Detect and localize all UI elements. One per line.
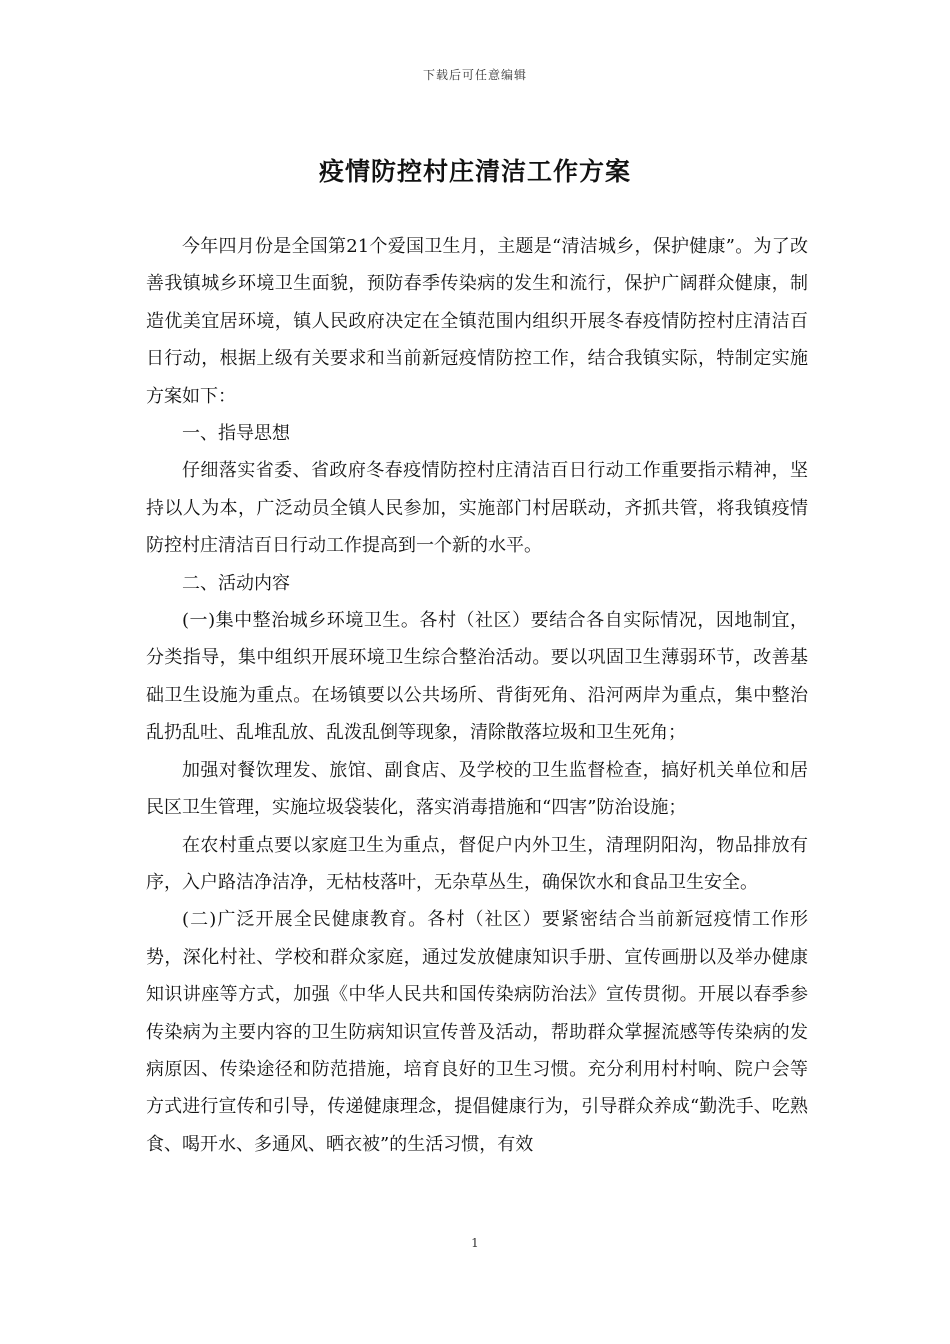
document-body [146,228,808,1163]
paragraph-rural-hygiene: 在农村重点要以家庭卫生为重点，督促户内外卫生，清理阴阳沟，物品排放有序，入户路洁净洁净，无枯枝落叶，无杂草丛生，确保饮水和食品卫生安全。 [146,834,808,893]
paragraph-supervision: 加强对餐饮理发、旅馆、副食店、及学校的卫生监督检查，搞好机关单位和居民区卫生管理，实施垃圾袋装化，落实消毒措施和“四害”防治设施； [146,759,808,819]
paragraph-intro: 今年四月份是全国第21个爱国卫生月，主题是“清洁城乡，保护健康”。为了改善我镇城乡环境卫生面貌，预防春季传染病的发生和流行，保护广阔群众健康，制造优美宜居环境，镇人民政府决定在全镇范围内组织开展冬春疫情防控村庄清洁百日行动，根据上级有关要求和当前新冠疫情防控工作，结合我镇实际，特制定实施方案如下： [146,236,808,407]
paragraph-environment-rectification: (一)集中整治城乡环境卫生。各村（社区）要结合各自实际情况，因地制宜，分类指导，集中组织开展环境卫生综合整治活动。要以巩固卫生薄弱环节，改善基础卫生设施为重点。在场镇要以公共场所、背街死角、沿河两岸为重点，集中整治乱扔乱吐、乱堆乱放、乱泼乱倒等现象，清除散落垃圾和卫生死角； [146,610,808,744]
header-note: 下载后可任意编辑 [422,68,527,82]
page-number: 1 [471,1236,479,1250]
paragraph-guiding-ideology: 仔细落实省委、省政府冬春疫情防控村庄清洁百日行动工作重要指示精神，坚持以人为本，广泛动员全镇人民参加，实施部门村居联动，齐抓共管，将我镇疫情防控村庄清洁百日行动工作提高到一个新的水平。 [146,460,808,557]
section-heading-activity-content: 二、活动内容 [182,572,290,594]
document-title: 疫情防控村庄清洁工作方案 [318,157,631,186]
paragraph-health-education: (二)广泛开展全民健康教育。各村（社区）要紧密结合当前新冠疫情工作形势，深化村社、学校和群众家庭，通过发放健康知识手册、宣传画册以及举办健康知识讲座等方式，加强《中华人民共和国传染病防治法》宣传贯彻。开展以春季参传染病为主要内容的卫生防病知识宣传普及活动，帮助群众掌握流感等传染病的发病原因、传染途径和防范措施，培育良好的卫生习惯。充分利用村村响、院户会等方式进行宣传和引导，传递健康理念，提倡健康行为，引导群众养成“勤洗手、吃熟食、喝开水、多通风、晒衣被”的生活习惯，有效 [146,909,808,1155]
section-heading-guiding-ideology: 一、指导思想 [182,423,290,445]
